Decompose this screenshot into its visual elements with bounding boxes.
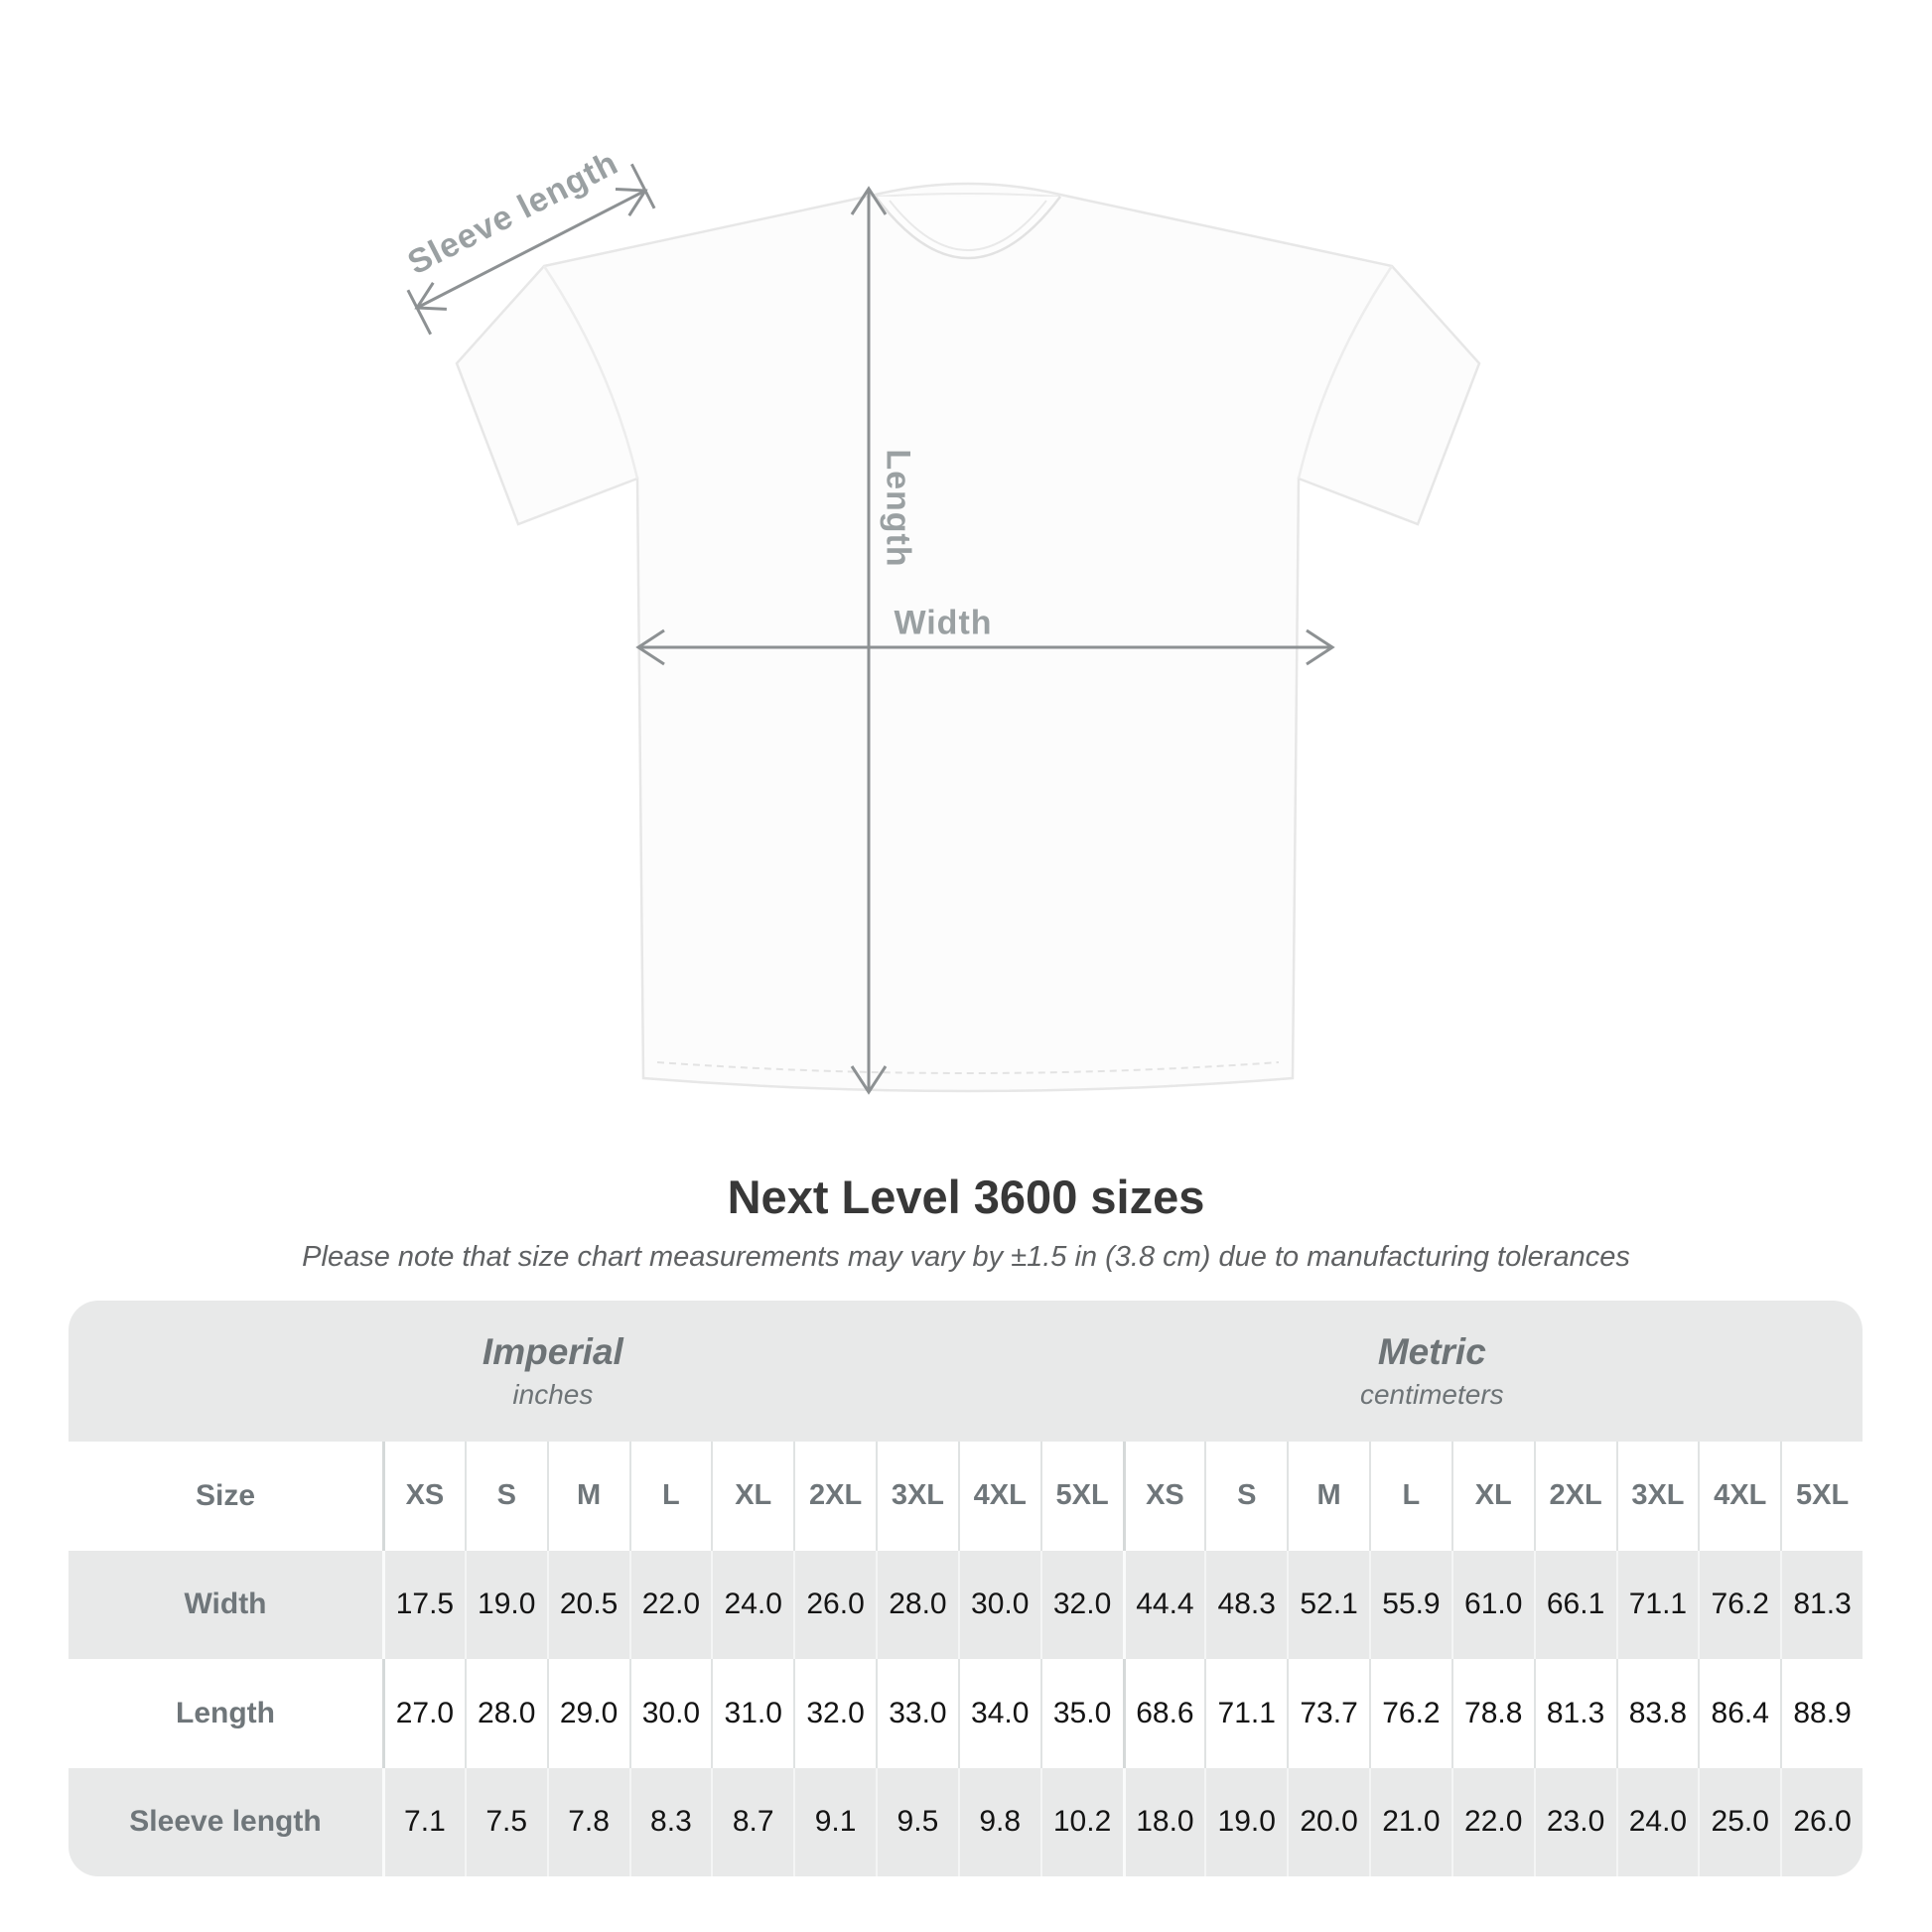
table-cell: 76.2: [1369, 1659, 1451, 1768]
table-cell: 25.0: [1698, 1768, 1780, 1877]
table-cell: 7.5: [465, 1768, 547, 1877]
imperial-group-header: [483, 1331, 623, 1411]
page-title: Next Level 3600 sizes: [727, 1171, 1205, 1223]
table-cell: 10.2: [1040, 1768, 1123, 1877]
table-cell: 9.8: [958, 1768, 1040, 1877]
table-cell: 32.0: [793, 1659, 876, 1768]
table-cell: 28.0: [465, 1659, 547, 1768]
table-cell: 28.0: [876, 1551, 958, 1660]
size-header-cell: 3XL: [876, 1442, 958, 1551]
table-cell: 76.2: [1698, 1551, 1780, 1660]
table-cell: 22.0: [629, 1551, 712, 1660]
table-cell: 8.3: [629, 1768, 712, 1877]
size-header-cell: 5XL: [1040, 1442, 1123, 1551]
table-cell: 26.0: [793, 1551, 876, 1660]
size-header-cell: 3XL: [1616, 1442, 1699, 1551]
table-cell: 81.3: [1534, 1659, 1616, 1768]
table-cell: 20.5: [547, 1551, 629, 1660]
table-cell: 27.0: [382, 1659, 465, 1768]
unit-group-band: [69, 1301, 1863, 1442]
table-cell: 68.6: [1123, 1659, 1205, 1768]
size-header-cell: L: [1369, 1442, 1451, 1551]
table-row-width: [69, 1551, 1863, 1660]
size-header-cell: M: [547, 1442, 629, 1551]
table-cell: 19.0: [465, 1551, 547, 1660]
table-cell: 19.0: [1204, 1768, 1287, 1877]
table-cell: 71.1: [1204, 1659, 1287, 1768]
metric-group-header: [1360, 1331, 1504, 1411]
table-cell: 30.0: [958, 1551, 1040, 1660]
table-cell: 78.8: [1451, 1659, 1534, 1768]
size-header-cell: XS: [382, 1442, 465, 1551]
table-cell: 30.0: [629, 1659, 712, 1768]
table-cell: 20.0: [1287, 1768, 1369, 1877]
table-cell: 34.0: [958, 1659, 1040, 1768]
table-cell: 48.3: [1204, 1551, 1287, 1660]
width-dimension-label: Width: [894, 604, 993, 642]
table-cell: 21.0: [1369, 1768, 1451, 1877]
table-cell: 81.3: [1780, 1551, 1863, 1660]
size-column-header: Size: [195, 1478, 256, 1512]
size-header-cell: XL: [711, 1442, 793, 1551]
table-cell: 29.0: [547, 1659, 629, 1768]
metric-group-unit: centimeters: [1359, 1379, 1504, 1410]
tolerance-note: Please note that size chart measurements may vary by ±1.5 in (3.8 cm) due to manufacturing tolerances: [302, 1241, 1630, 1273]
table-cell: 52.1: [1287, 1551, 1369, 1660]
table-cell: 61.0: [1451, 1551, 1534, 1660]
table-row-length: [69, 1659, 1863, 1768]
table-cell: 71.1: [1616, 1551, 1699, 1660]
table-cell: 8.7: [711, 1768, 793, 1877]
length-dimension-label: Length: [879, 449, 917, 568]
table-cell: 26.0: [1780, 1768, 1863, 1877]
table-cell: 44.4: [1123, 1551, 1205, 1660]
metric-group-name: Metric: [1377, 1331, 1486, 1372]
size-header-cell: 2XL: [793, 1442, 876, 1551]
table-cell: 7.1: [382, 1768, 465, 1877]
size-header-cell: M: [1287, 1442, 1369, 1551]
imperial-group-unit: inches: [512, 1379, 594, 1410]
table-cell: 32.0: [1040, 1551, 1123, 1660]
size-header-cell: XS: [1123, 1442, 1205, 1551]
table-cell: 55.9: [1369, 1551, 1451, 1660]
table-cell: 24.0: [711, 1551, 793, 1660]
row-label: Sleeve length: [129, 1805, 322, 1839]
sleeve-length-dimension-label: Sleeve length: [401, 143, 624, 283]
table-cell: 33.0: [876, 1659, 958, 1768]
table-cell: 73.7: [1287, 1659, 1369, 1768]
size-header-cell: 2XL: [1534, 1442, 1616, 1551]
table-cell: 22.0: [1451, 1768, 1534, 1877]
table-row-sleeve-length: [69, 1768, 1863, 1877]
size-header-row: [69, 1442, 1863, 1551]
size-table: [69, 1301, 1863, 1876]
table-cell: 66.1: [1534, 1551, 1616, 1660]
size-header-cell: L: [629, 1442, 712, 1551]
row-label: Length: [176, 1696, 275, 1729]
size-header-cell: 5XL: [1780, 1442, 1863, 1551]
size-header-cell: 4XL: [958, 1442, 1040, 1551]
size-header-cell: S: [465, 1442, 547, 1551]
table-cell: 24.0: [1616, 1768, 1699, 1877]
table-cell: 9.5: [876, 1768, 958, 1877]
table-cell: 23.0: [1534, 1768, 1616, 1877]
table-cell: 18.0: [1123, 1768, 1205, 1877]
table-cell: 83.8: [1616, 1659, 1699, 1768]
table-cell: 7.8: [547, 1768, 629, 1877]
size-header-cell: XL: [1451, 1442, 1534, 1551]
table-cell: 31.0: [711, 1659, 793, 1768]
row-label: Width: [184, 1587, 267, 1621]
table-cell: 88.9: [1780, 1659, 1863, 1768]
table-cell: 35.0: [1040, 1659, 1123, 1768]
table-cell: 86.4: [1698, 1659, 1780, 1768]
size-header-cell: 4XL: [1698, 1442, 1780, 1551]
imperial-group-name: Imperial: [482, 1331, 623, 1372]
table-cell: 17.5: [382, 1551, 465, 1660]
size-header-cell: S: [1204, 1442, 1287, 1551]
table-cell: 9.1: [793, 1768, 876, 1877]
